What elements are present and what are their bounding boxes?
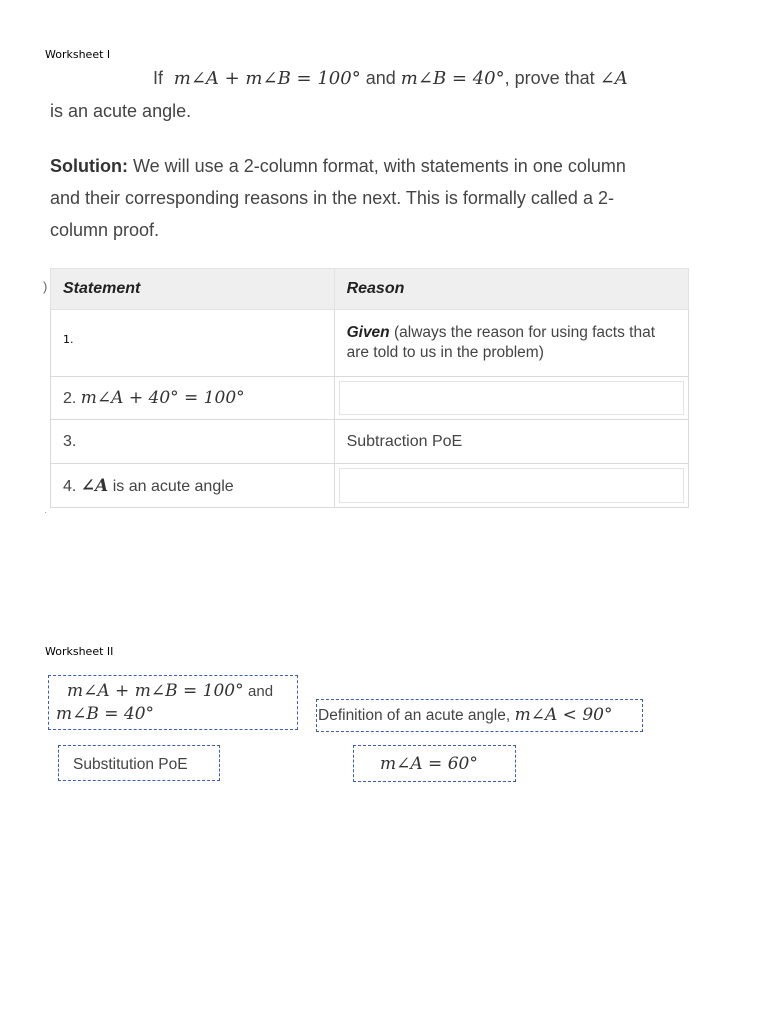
table-left-marker: ) (43, 279, 48, 294)
problem-and: and (365, 68, 396, 88)
row-1-reason-bold: Given (346, 324, 390, 341)
result-card[interactable] (353, 745, 516, 782)
target-angle-math: ∠A (599, 68, 628, 89)
given-card-sum-a: A + m (97, 681, 151, 701)
substitution-card-text: Substitution PoE (73, 756, 188, 773)
solution-line-3: column proof. (50, 220, 160, 240)
given-card-line-1 (67, 681, 273, 701)
table-row (51, 420, 689, 464)
definition-card-value: A < 90° (545, 705, 613, 725)
substitution-card[interactable] (58, 745, 220, 781)
worksheet-2-label: Worksheet II (45, 645, 114, 658)
reason-cell-2[interactable] (334, 377, 688, 420)
solution-line-2: and their corresponding reasons in the next. This is formally called a 2- (50, 188, 614, 208)
problem-line-1 (153, 68, 628, 89)
solution-text-1: We will use a 2-column format, with statements in one column (133, 156, 626, 176)
result-card-value: A = 60° (410, 754, 478, 774)
solution-label: Solution: (50, 156, 128, 176)
row-4-statement-text: is an acute angle (112, 477, 234, 495)
row-3-reason-text: Subtraction PoE (346, 432, 463, 450)
solution-paragraph (50, 150, 730, 246)
problem-line-2: is an acute angle. (50, 101, 192, 121)
proof-table-header (51, 269, 689, 310)
table-row (51, 310, 689, 377)
definition-card-text: Definition of an acute angle, (318, 707, 511, 724)
problem-if: If (153, 68, 164, 88)
problem-prove-text: , prove that (504, 68, 595, 88)
proof-table (50, 268, 689, 508)
row-2-statement-math: m∠A + 40° = 100° (80, 388, 245, 408)
row-4-angle-math: ∠A (80, 475, 109, 496)
given-card-line-2: m∠B = 40° (56, 704, 155, 724)
reason-cell-4[interactable] (334, 464, 688, 508)
header-reason: Reason (334, 269, 688, 310)
reason-cell-3 (334, 420, 688, 464)
given-sum-part-b: B = 100° (277, 68, 361, 89)
row-2-number: 2. (63, 390, 77, 407)
header-statement: Statement (51, 269, 335, 310)
given-card-sum-math: m∠A + m∠B = 100° (67, 681, 244, 701)
given-b-math: m∠B = 40° (400, 68, 505, 89)
definition-card[interactable] (316, 699, 643, 732)
row-4-number: 4. (63, 477, 77, 495)
table-row (51, 377, 689, 420)
given-card-and: and (248, 683, 274, 700)
table-row (51, 464, 689, 508)
statement-cell-3[interactable] (51, 420, 335, 464)
given-sum-math: m∠A + m∠B = 100° (168, 68, 361, 89)
statement-cell-1[interactable] (51, 310, 335, 377)
row-4-angle-letter: A (95, 475, 109, 496)
given-card-sum-b: B = 100° (165, 681, 244, 701)
row-2-statement-value: A + 40° = 100° (111, 388, 245, 408)
stray-dot: · (44, 507, 48, 518)
definition-card-math: m∠A < 90° (514, 705, 613, 725)
row-1-number: 1. (63, 333, 74, 346)
row-1-reason-text: (always the reason for using facts that are told to us in the problem) (346, 324, 656, 361)
given-facts-card[interactable] (48, 675, 298, 730)
given-card-b-value: B = 40° (86, 704, 155, 724)
result-card-math: m∠A = 60° (380, 754, 478, 774)
given-sum-part-a: A + m (205, 68, 263, 89)
given-b-value: B = 40° (432, 68, 505, 89)
statement-cell-2 (51, 377, 335, 420)
solution-line-1 (50, 150, 730, 182)
target-angle-letter: A (614, 68, 628, 89)
definition-card-content (318, 705, 612, 725)
reason-cell-1 (334, 310, 688, 377)
statement-cell-4 (51, 464, 335, 508)
worksheet-1-label: Worksheet I (45, 48, 111, 61)
row-3-number: 3. (63, 432, 77, 450)
